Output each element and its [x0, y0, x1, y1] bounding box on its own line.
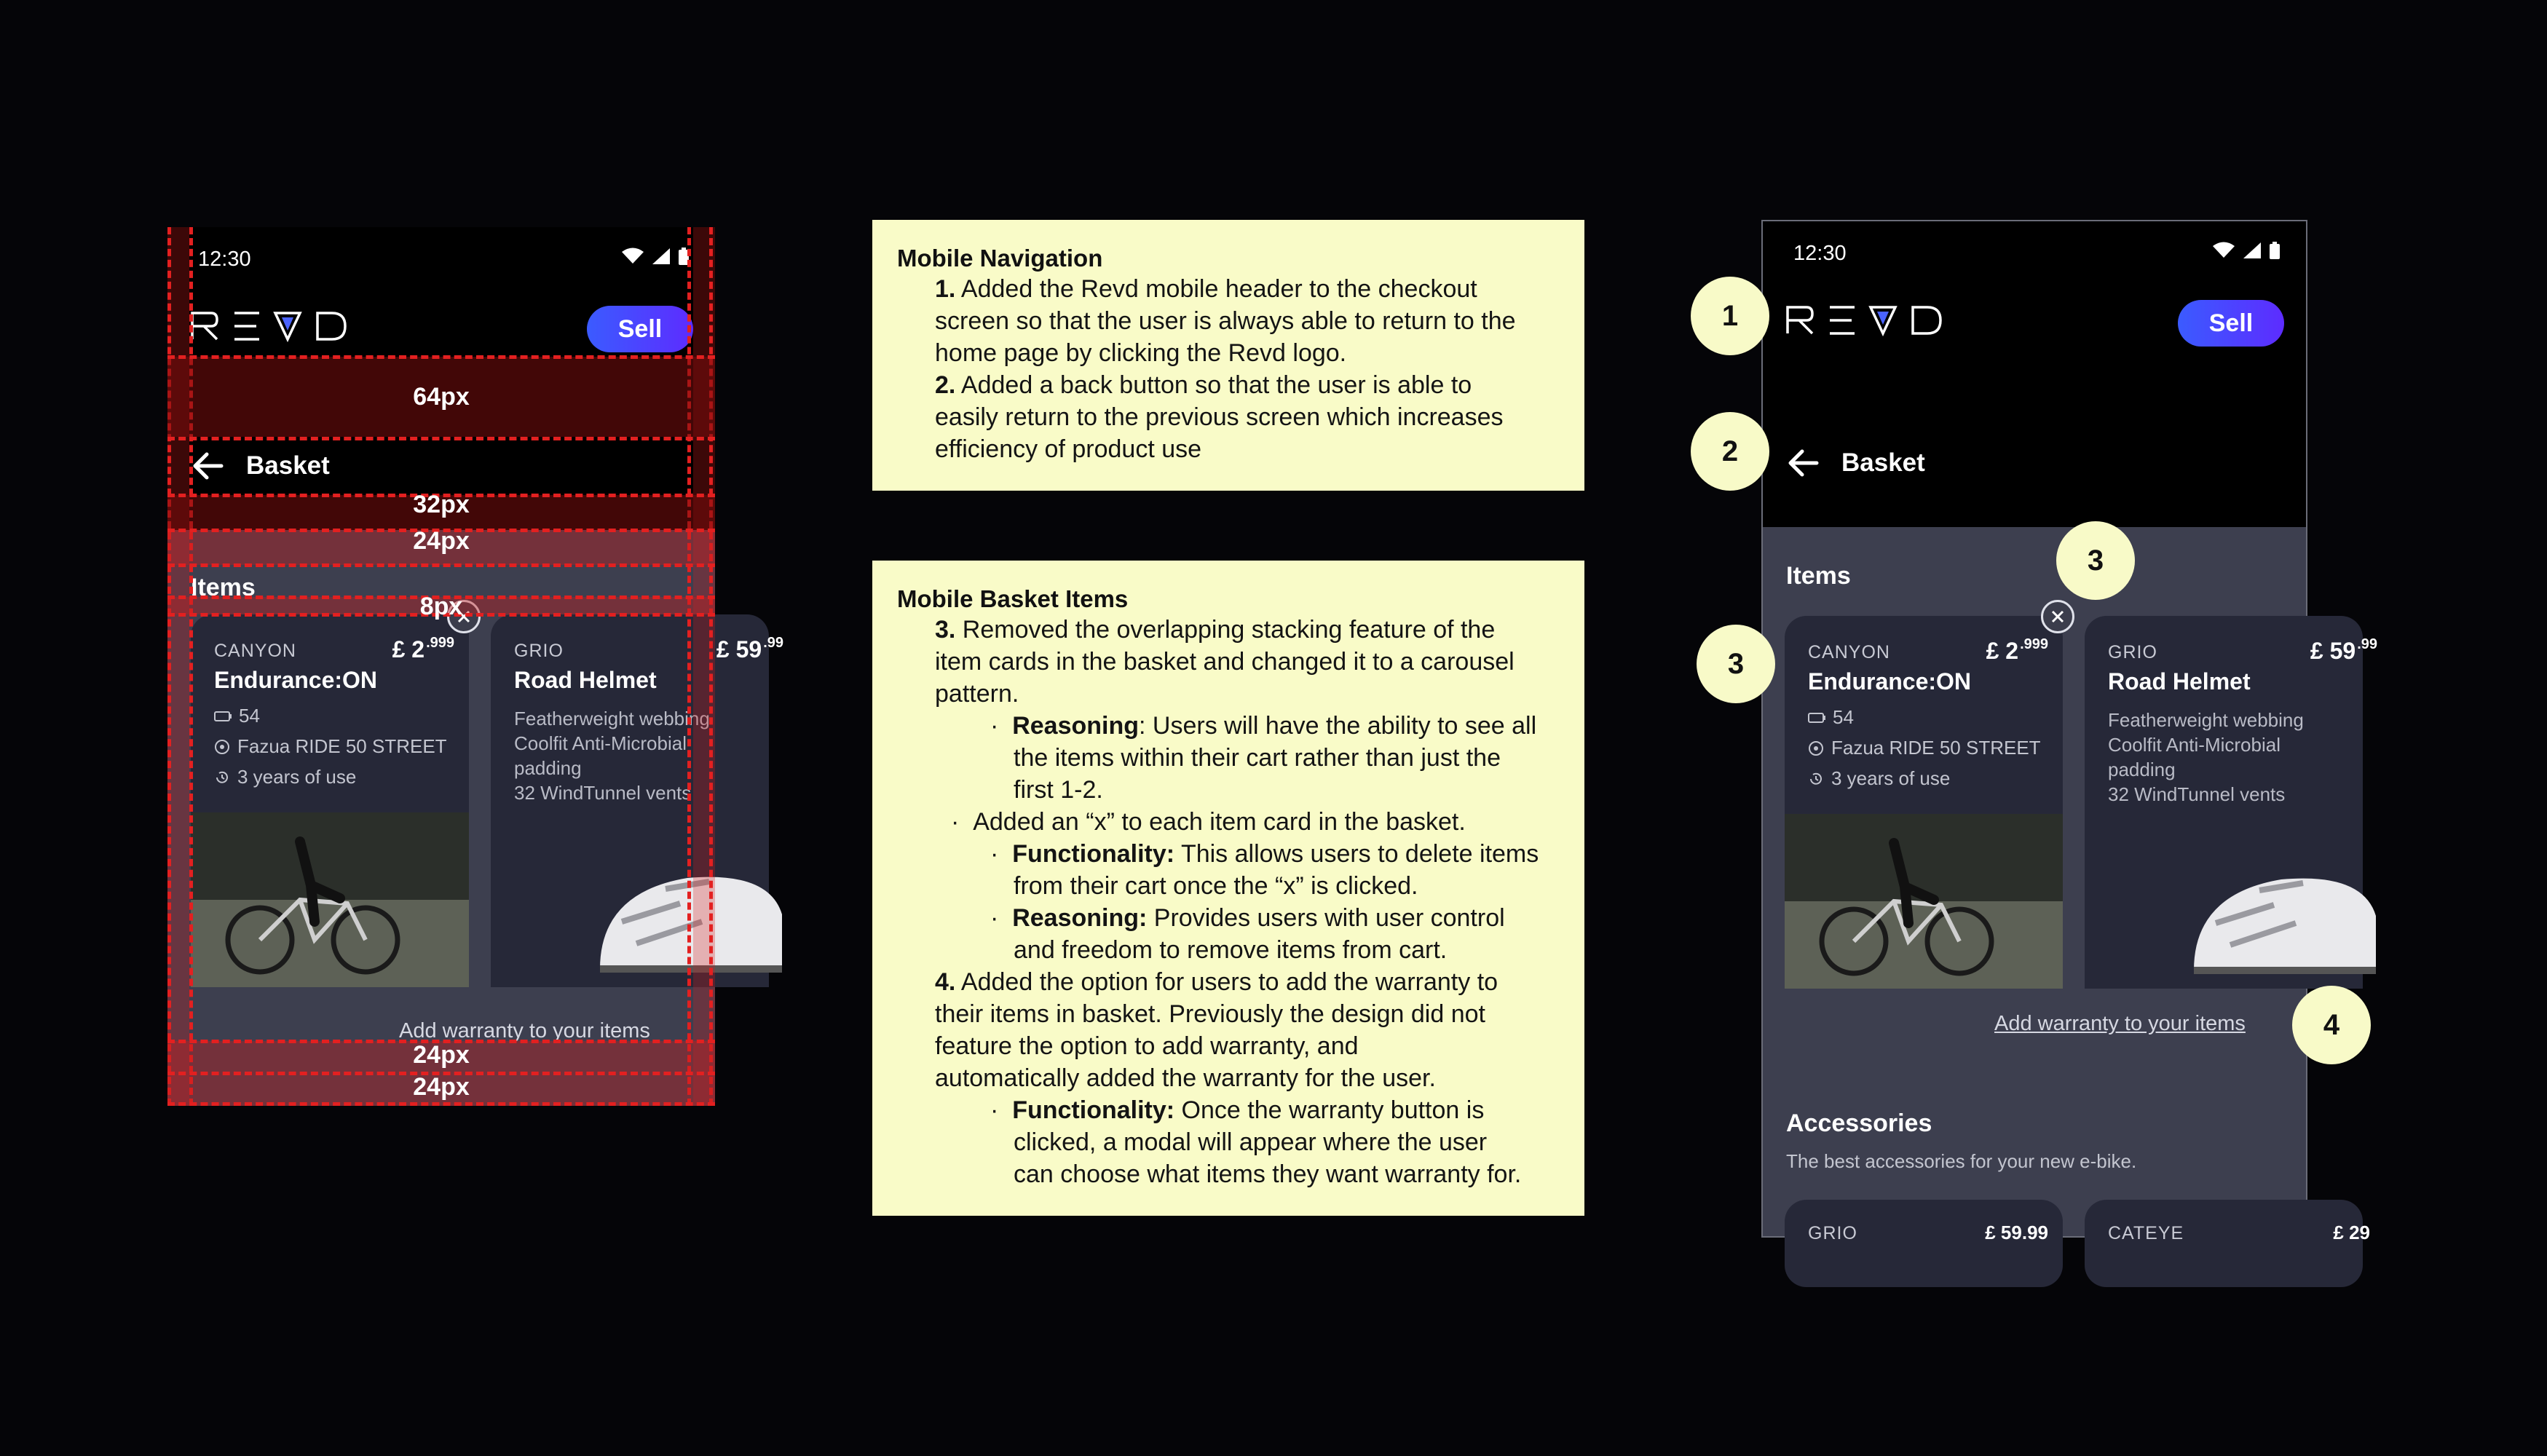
bike-photo: [1785, 814, 2063, 989]
app-header: [167, 291, 715, 357]
revd-logo[interactable]: [189, 310, 350, 342]
spacing-label: 64px: [413, 383, 470, 411]
close-icon[interactable]: [2051, 610, 2064, 623]
card-name: Endurance:ON: [214, 667, 378, 693]
back-row[interactable]: [1763, 434, 2306, 492]
card-price: £ 59.99: [1985, 1222, 2048, 1243]
status-bar: [167, 227, 715, 291]
note-line: screen so that the user is always able to return to the: [935, 307, 1516, 335]
note-line: efficiency of product use: [935, 435, 1202, 463]
note-line: their items in basket. Previously the design did not: [935, 1000, 1485, 1028]
battery-spec-icon: [214, 711, 232, 721]
spacing-label: 32px: [413, 491, 470, 518]
back-arrow-icon[interactable]: [1785, 444, 1823, 482]
spacing-label: 24px: [413, 1041, 470, 1069]
callout-marker: 1: [1691, 277, 1769, 355]
final-phone-mockup: [1761, 220, 2377, 1243]
wifi-icon: [622, 248, 644, 264]
app-header: [1763, 285, 2306, 351]
card-spec-battery: 54: [1808, 706, 1854, 729]
helmet-photo: [2085, 814, 2363, 989]
guide-line: [167, 1102, 715, 1106]
card-spec-battery: 54: [214, 705, 260, 727]
status-time: 12:30: [1793, 242, 1847, 265]
back-arrow-icon[interactable]: [189, 447, 227, 485]
note-line: 2. Added a back button so that the user is able to: [935, 371, 1472, 399]
callout-marker: 3: [2056, 521, 2135, 600]
card-spec-age: 3 years of use: [214, 766, 356, 788]
note-line: feature the option to add warranty, and: [935, 1032, 1359, 1060]
note-line: 1. Added the Revd mobile header to the checkout: [935, 275, 1477, 303]
note-line: · Added an “x” to each item card in the basket.: [951, 808, 1466, 836]
note-line: 4. Added the option for users to add the warranty to: [935, 968, 1498, 996]
note-line: pattern.: [935, 680, 1019, 708]
note-line: and freedom to remove items from cart.: [1014, 936, 1448, 964]
note-mobile-basket-items: [872, 561, 1584, 1216]
card-price: £ 59 $^{.99}$: [716, 635, 783, 662]
card-brand: CATEYE: [2108, 1223, 2184, 1243]
card-spec-motor: Fazua RIDE 50 STREET: [214, 735, 447, 758]
card-brand: CANYON: [1808, 642, 1890, 662]
note-title: Mobile Basket Items: [897, 585, 1129, 612]
note-line: item cards in the basket and changed it to a carousel: [935, 648, 1515, 676]
note-line: easily return to the previous screen which increases: [935, 403, 1504, 431]
note-title: Mobile Navigation: [897, 245, 1103, 272]
card-price: £ 59 $^{.99}$: [2310, 636, 2377, 664]
card-brand: CANYON: [214, 641, 296, 661]
back-row[interactable]: [167, 437, 715, 495]
accessories-subtitle: The best accessories for your new e-bike.: [1786, 1150, 2137, 1172]
item-card-helmet[interactable]: [2085, 616, 2377, 989]
helmet-photo: [491, 812, 769, 987]
accessories-title: Accessories: [1786, 1109, 1932, 1137]
back-label: Basket: [246, 451, 330, 480]
callout-marker: 3: [1697, 625, 1775, 703]
note-line: · Reasoning: Users will have the ability to see all: [990, 712, 1537, 740]
item-card-bike[interactable]: [1785, 616, 2063, 989]
spacing-label: 8px: [419, 593, 463, 620]
spacing-label: 24px: [413, 1073, 470, 1101]
note-line: the items within their cart rather than just the: [1014, 744, 1501, 772]
status-bar: [1763, 221, 2306, 285]
add-warranty-link[interactable]: Add warranty to your items: [399, 1019, 650, 1042]
spacing-label: 24px: [413, 527, 470, 555]
bike-photo: [191, 812, 469, 987]
signal-icon: [2243, 242, 2261, 258]
sell-button[interactable]: Sell: [2178, 300, 2284, 347]
note-line: · Functionality: Once the warranty button is: [990, 1096, 1485, 1124]
card-brand: GRIO: [2108, 642, 2157, 662]
battery-icon: [2270, 242, 2280, 259]
items-title: Items: [1786, 562, 1851, 590]
accessory-card[interactable]: [1785, 1200, 2063, 1287]
card-brand: GRIO: [1808, 1223, 1857, 1243]
card-brand: GRIO: [514, 641, 564, 661]
card-spec-motor: Fazua RIDE 50 STREET: [1808, 737, 2041, 759]
callout-marker: 4: [2292, 986, 2371, 1064]
guide-line: [167, 563, 715, 567]
remove-item-button[interactable]: [2041, 600, 2074, 633]
item-card-helmet[interactable]: [491, 614, 783, 987]
note-line: from their cart once the “x” is clicked.: [1014, 872, 1418, 900]
note-line: 3. Removed the overlapping stacking feature of the: [935, 616, 1496, 644]
card-spec-age: 3 years of use: [1808, 767, 1950, 790]
card-price: £ 29: [2333, 1222, 2370, 1243]
basket-content: [1763, 527, 2377, 1243]
note-line: first 1-2.: [1014, 776, 1103, 804]
note-line: · Reasoning: Provides users with user control: [990, 904, 1505, 932]
motor-icon: [1808, 740, 1824, 756]
note-line: can choose what items they want warranty for.: [1014, 1160, 1522, 1188]
item-card-bike[interactable]: [191, 614, 469, 987]
guide-line: [167, 355, 715, 359]
card-price: £ 2 $^{.999}$: [392, 635, 454, 662]
guide-line: [167, 437, 715, 440]
signal-icon: [652, 248, 670, 264]
card-description: Featherweight webbing Coolfit Anti-Microbial padding 32 WindTunnel vents: [514, 708, 710, 804]
note-line: home page by clicking the Revd logo.: [935, 339, 1347, 367]
card-name: Road Helmet: [514, 667, 657, 693]
back-label: Basket: [1841, 448, 1925, 477]
annotated-phone-mockup: [167, 227, 783, 1106]
card-description: Featherweight webbing Coolfit Anti-Microbial padding 32 WindTunnel vents: [2108, 709, 2304, 805]
motor-icon: [214, 739, 230, 755]
add-warranty-link[interactable]: Add warranty to your items: [1994, 1012, 2246, 1035]
card-name: Endurance:ON: [1808, 668, 1972, 695]
history-icon: [214, 769, 230, 786]
battery-spec-icon: [1808, 713, 1825, 723]
note-line: automatically added the warranty for the user.: [935, 1064, 1436, 1092]
accessory-card[interactable]: [2085, 1200, 2370, 1287]
note-mobile-navigation: [872, 220, 1584, 491]
wifi-icon: [2213, 242, 2235, 258]
note-line: · Functionality: This allows users to delete items: [990, 840, 1539, 868]
card-name: Road Helmet: [2108, 668, 2251, 695]
note-line: clicked, a modal will appear where the user: [1014, 1128, 1488, 1156]
card-price: £ 2 $^{.999}$: [1986, 636, 2048, 664]
status-time: 12:30: [198, 248, 251, 271]
items-title: Items: [191, 574, 256, 601]
callout-marker: 2: [1691, 412, 1769, 491]
history-icon: [1808, 771, 1824, 787]
sell-button[interactable]: Sell: [587, 306, 693, 352]
revd-logo[interactable]: [1785, 304, 1945, 336]
